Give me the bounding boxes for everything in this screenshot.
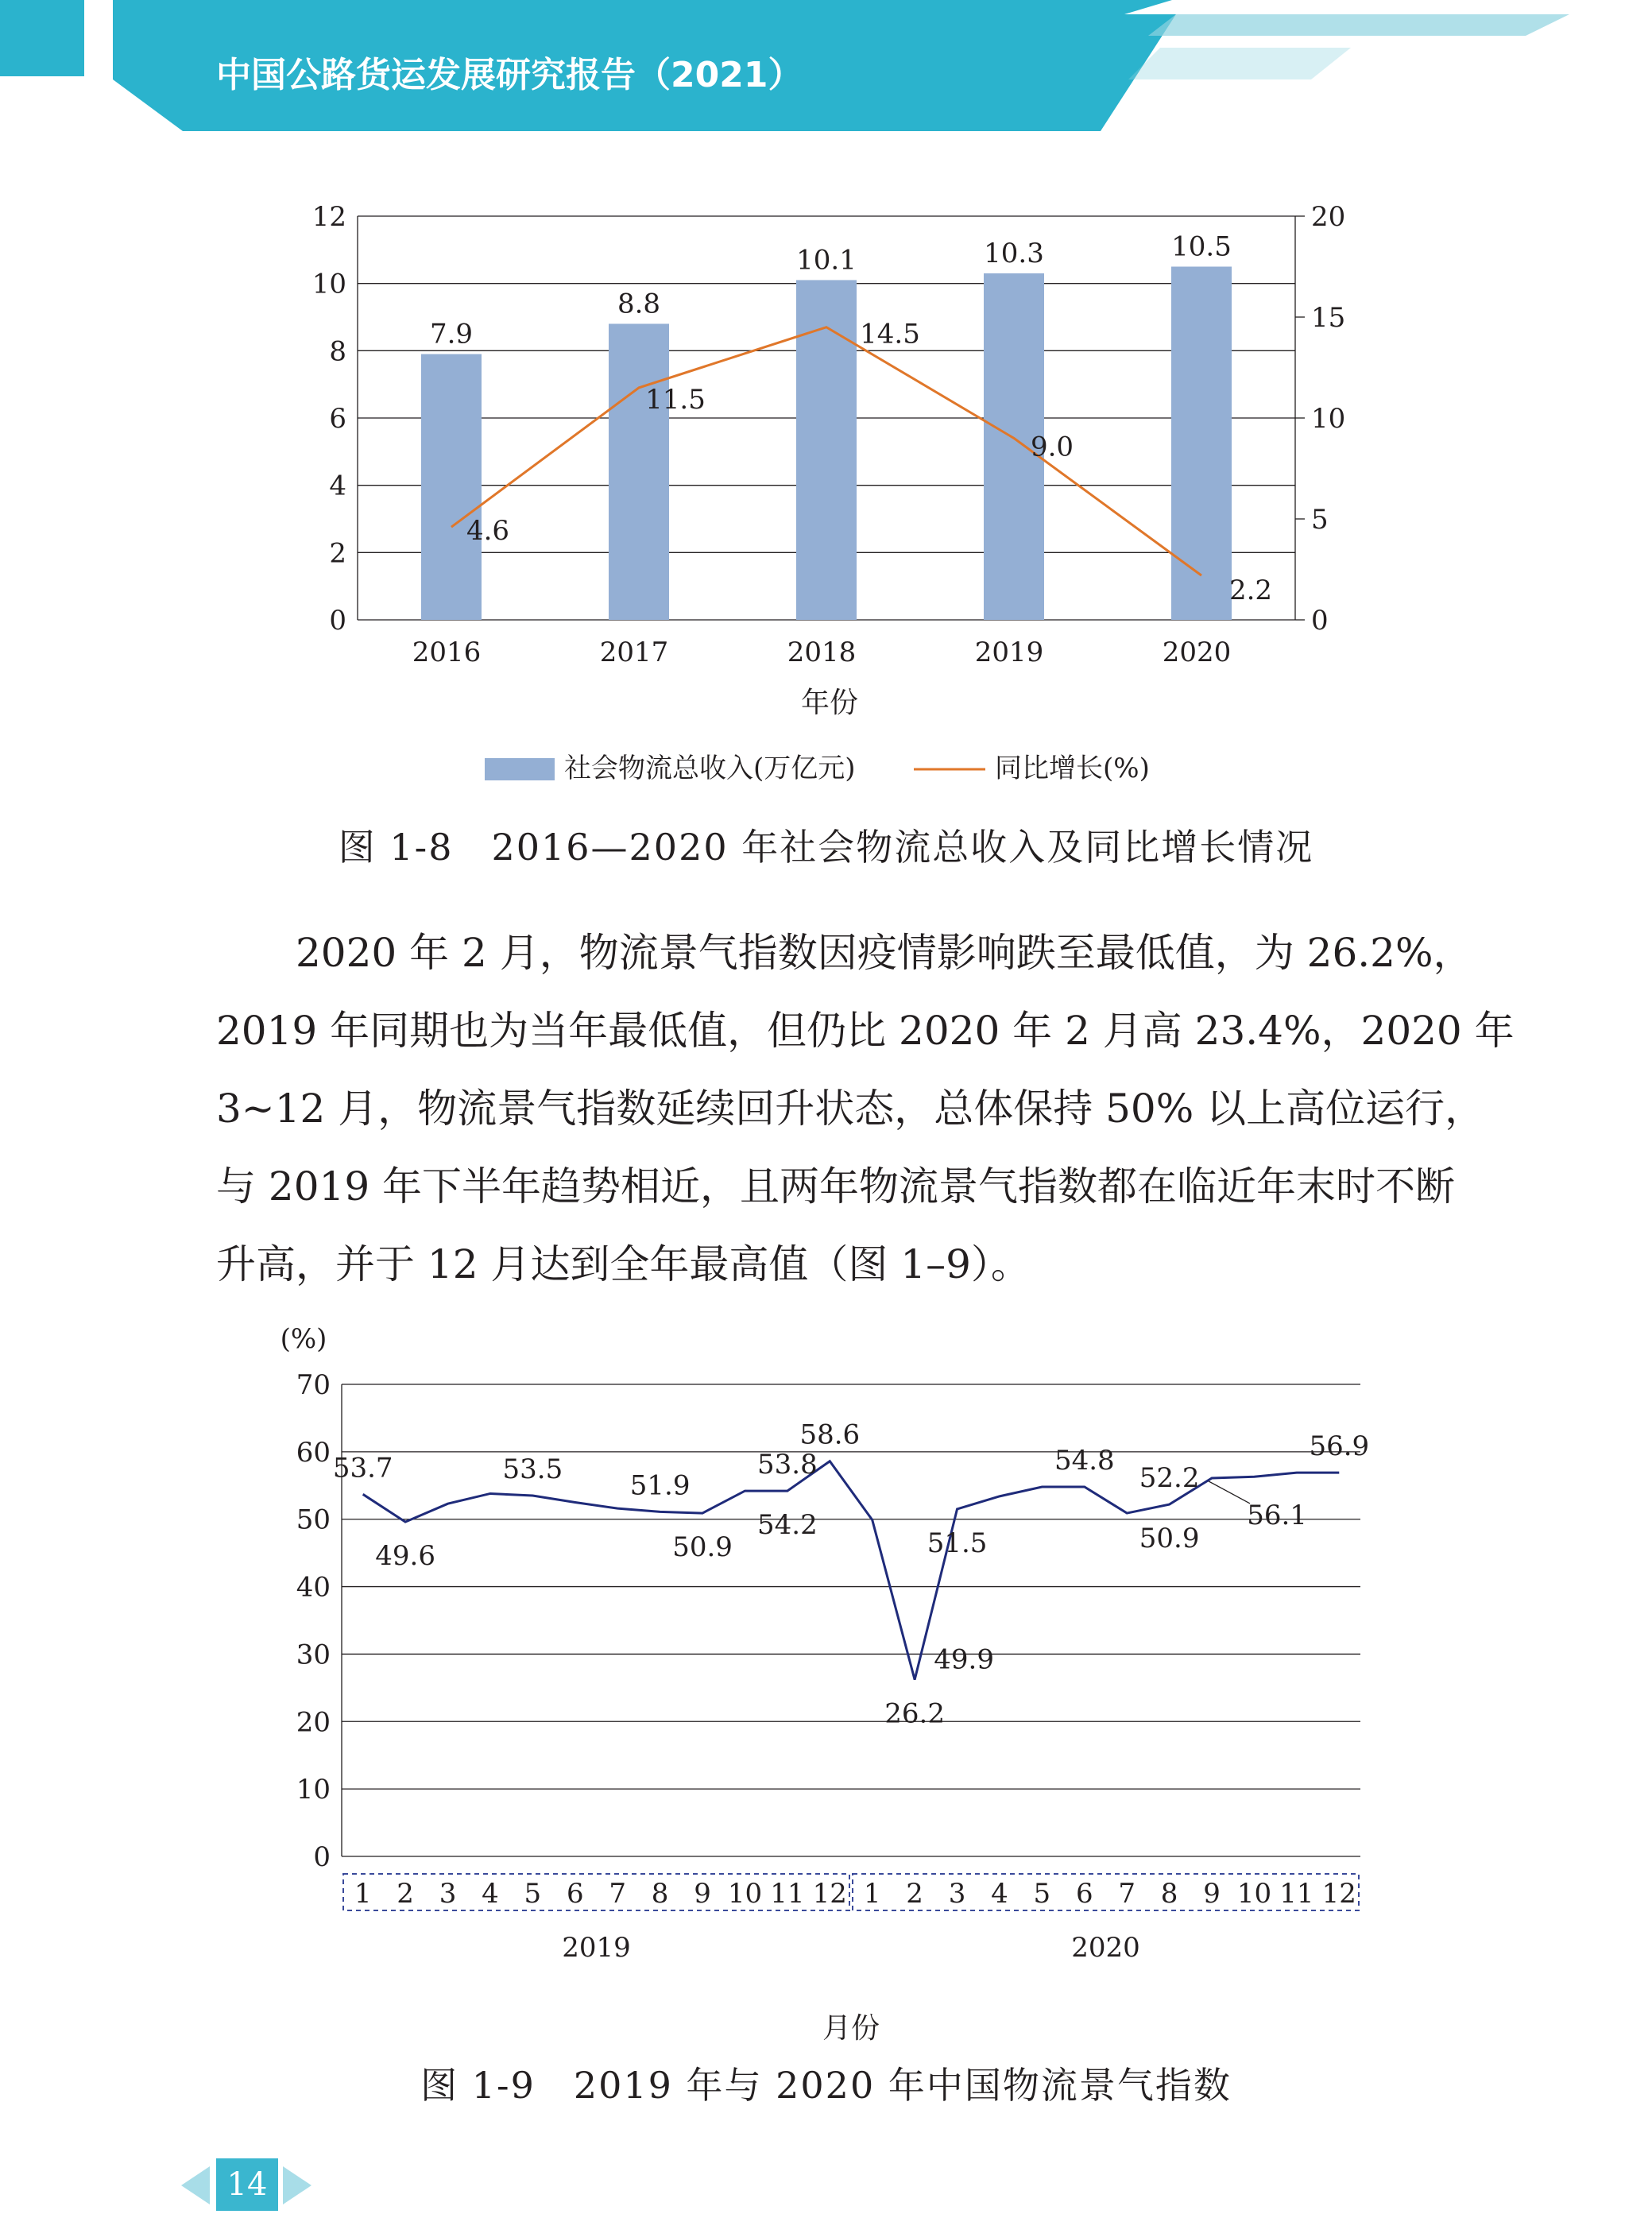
chart1-left-tick: 12 [311, 201, 346, 233]
chart2-data-label: 26.2 [884, 1697, 945, 1730]
chart2-month-tick: 5 [1033, 1878, 1051, 1910]
chart1-bar-label: 10.5 [1171, 230, 1232, 263]
chart2-month-tick: 1 [354, 1878, 372, 1910]
chart1-x-tick: 2016 [412, 637, 482, 668]
chart2-data-label: 50.9 [1139, 1523, 1200, 1555]
chart2-data-label: 50.9 [672, 1531, 733, 1564]
chart2-month-tick: 7 [609, 1878, 627, 1910]
chart2-callout-leader [1209, 1481, 1250, 1504]
chart1-bar [421, 354, 482, 620]
chart1-line-label: 11.5 [645, 383, 706, 416]
chart2-gridlines [342, 1384, 1360, 1910]
chart2-data-label: 54.8 [1054, 1444, 1115, 1477]
chart2-year-label: 2019 [562, 1932, 631, 1964]
chart2-y-tick: 10 [296, 1774, 331, 1806]
header-title: 中国公路货运发展研究报告（2021） [216, 55, 803, 95]
chart2-month-tick: 12 [812, 1878, 847, 1910]
chart1-left-tick: 8 [329, 335, 346, 368]
chart1-line-label: 14.5 [860, 318, 920, 350]
chart2-data-label: 51.9 [629, 1469, 691, 1502]
chart2-month-tick: 5 [524, 1878, 542, 1910]
chart1-right-tick: 0 [1311, 605, 1329, 637]
chart2-data-label: 54.2 [757, 1509, 818, 1542]
chart2-y-tick: 50 [296, 1504, 331, 1536]
chart2-month-tick: 9 [694, 1878, 711, 1910]
chart1-bar-label: 7.9 [429, 318, 474, 350]
chart2-month-tick: 1 [863, 1878, 881, 1910]
chart2-month-tick: 7 [1118, 1878, 1136, 1910]
chart1-bars [421, 267, 1232, 621]
chart1-line-label: 9.0 [1030, 431, 1074, 463]
chart1-right-tick: 5 [1311, 504, 1329, 536]
chart2-data-label: 56.9 [1309, 1430, 1370, 1463]
chart-logistics-revenue [286, 191, 1383, 795]
chart2-data-label: 56.1 [1247, 1499, 1307, 1531]
chart2-month-tick: 4 [482, 1878, 499, 1910]
chart2-month-tick: 8 [651, 1878, 669, 1910]
chart2-month-tick: 2 [906, 1878, 923, 1910]
chart2-y-tick: 20 [296, 1706, 331, 1739]
chart1-x-tick: 2018 [787, 637, 857, 668]
chart1-x-axis-title: 年份 [800, 687, 859, 719]
chart2-y-tick: 60 [296, 1436, 331, 1469]
chart2-y-tick: 40 [296, 1571, 331, 1604]
chart1-left-tick: 2 [329, 537, 346, 570]
chart2-data-label: 53.7 [332, 1452, 393, 1484]
chart2-y-tick: 70 [296, 1369, 331, 1401]
chart1-legend-bar-swatch [485, 758, 555, 780]
chart2-month-tick: 10 [1236, 1878, 1272, 1910]
chart2-month-tick: 9 [1203, 1878, 1221, 1910]
chart2-month-tick: 4 [991, 1878, 1008, 1910]
chart1-bar-label: 8.8 [617, 288, 661, 320]
chart2-month-tick: 10 [727, 1878, 763, 1910]
chart1-x-tick: 2020 [1162, 637, 1232, 668]
chart2-month-tick: 2 [397, 1878, 414, 1910]
chart1-left-tick: 6 [329, 403, 346, 435]
chart2-data-label: 53.5 [502, 1453, 563, 1486]
chart2-data-label: 49.6 [375, 1540, 435, 1573]
chart2-y-tick: 0 [313, 1841, 331, 1873]
paragraph-line-3: 3~12 月，物流景气指数延续回升状态，总体保持 50% 以上高位运行， [216, 1086, 1485, 1132]
page-number: 14 [216, 2158, 278, 2211]
chart2-data-label: 51.5 [927, 1527, 988, 1559]
paragraph-line-2: 2019 年同期也为当年最低值，但仍比 2020 年 2 月高 23.4%，2020 年 [216, 1008, 1515, 1054]
chart2-data-label: 52.2 [1139, 1462, 1200, 1495]
chart1-legend-bar-label: 社会物流总收入(万亿元) [564, 753, 856, 784]
chart1-line-label: 4.6 [466, 515, 510, 548]
chart1-x-tick: 2017 [599, 637, 669, 668]
next-triangle-icon [283, 2166, 311, 2204]
chart1-bar [796, 280, 857, 620]
chart2-data-label: 53.8 [757, 1449, 818, 1481]
chart2-year-label: 2020 [1071, 1932, 1140, 1964]
body-paragraph [216, 914, 1515, 1303]
chart1-left-tick: 4 [329, 470, 346, 502]
chart1-bar [1171, 267, 1232, 621]
chart1-left-tick: 0 [329, 605, 346, 637]
chart1-line-label: 2.2 [1228, 575, 1273, 607]
figure-caption-1-8: 图 1-8 2016—2020 年社会物流总收入及同比增长情况 [338, 826, 1314, 869]
prev-triangle-icon [181, 2166, 210, 2204]
paragraph-line-4: 与 2019 年下半年趋势相近，且两年物流景气指数都在临近年末时不断 [216, 1163, 1456, 1210]
chart2-month-tick: 3 [948, 1878, 966, 1910]
chart2-data-label: 49.9 [934, 1643, 994, 1676]
chart1-x-tick: 2019 [974, 637, 1044, 668]
chart2-data-label: 58.6 [799, 1419, 861, 1451]
chart2-labels [280, 1323, 1370, 2045]
chart2-x-axis-title: 月份 [822, 2012, 880, 2045]
chart1-right-tick: 20 [1311, 201, 1346, 233]
paragraph-line-1: 2020 年 2 月，物流景气指数因疫情影响跌至最低值，为 26.2%， [296, 930, 1473, 976]
chart2-y-unit: (%) [280, 1323, 327, 1355]
chart1-bar [609, 323, 669, 620]
chart2-month-tick: 6 [566, 1878, 584, 1910]
chart1-legend-line-label: 同比增长(%) [995, 753, 1150, 784]
chart1-right-tick: 15 [1311, 302, 1346, 334]
chart1-right-tick: 10 [1311, 403, 1346, 435]
figure-caption-1-9: 图 1-9 2019 年与 2020 年中国物流景气指数 [420, 2064, 1232, 2107]
chart2-month-tick: 8 [1160, 1878, 1178, 1910]
chart2-month-tick: 3 [439, 1878, 457, 1910]
chart1-bar-label: 10.1 [796, 244, 857, 277]
paragraph-line-5: 升高，并于 12 月达到全年最高值（图 1–9）。 [216, 1241, 1031, 1287]
chart2-month-tick: 11 [1279, 1878, 1314, 1910]
chart2-month-tick: 12 [1321, 1878, 1356, 1910]
chart2-month-tick: 11 [770, 1878, 805, 1910]
chart-logistics-index [262, 1319, 1391, 2045]
chart2-y-tick: 30 [296, 1639, 331, 1671]
chart1-left-tick: 10 [311, 268, 346, 300]
chart1-bar-label: 10.3 [984, 237, 1044, 269]
chart2-month-tick: 6 [1075, 1878, 1093, 1910]
